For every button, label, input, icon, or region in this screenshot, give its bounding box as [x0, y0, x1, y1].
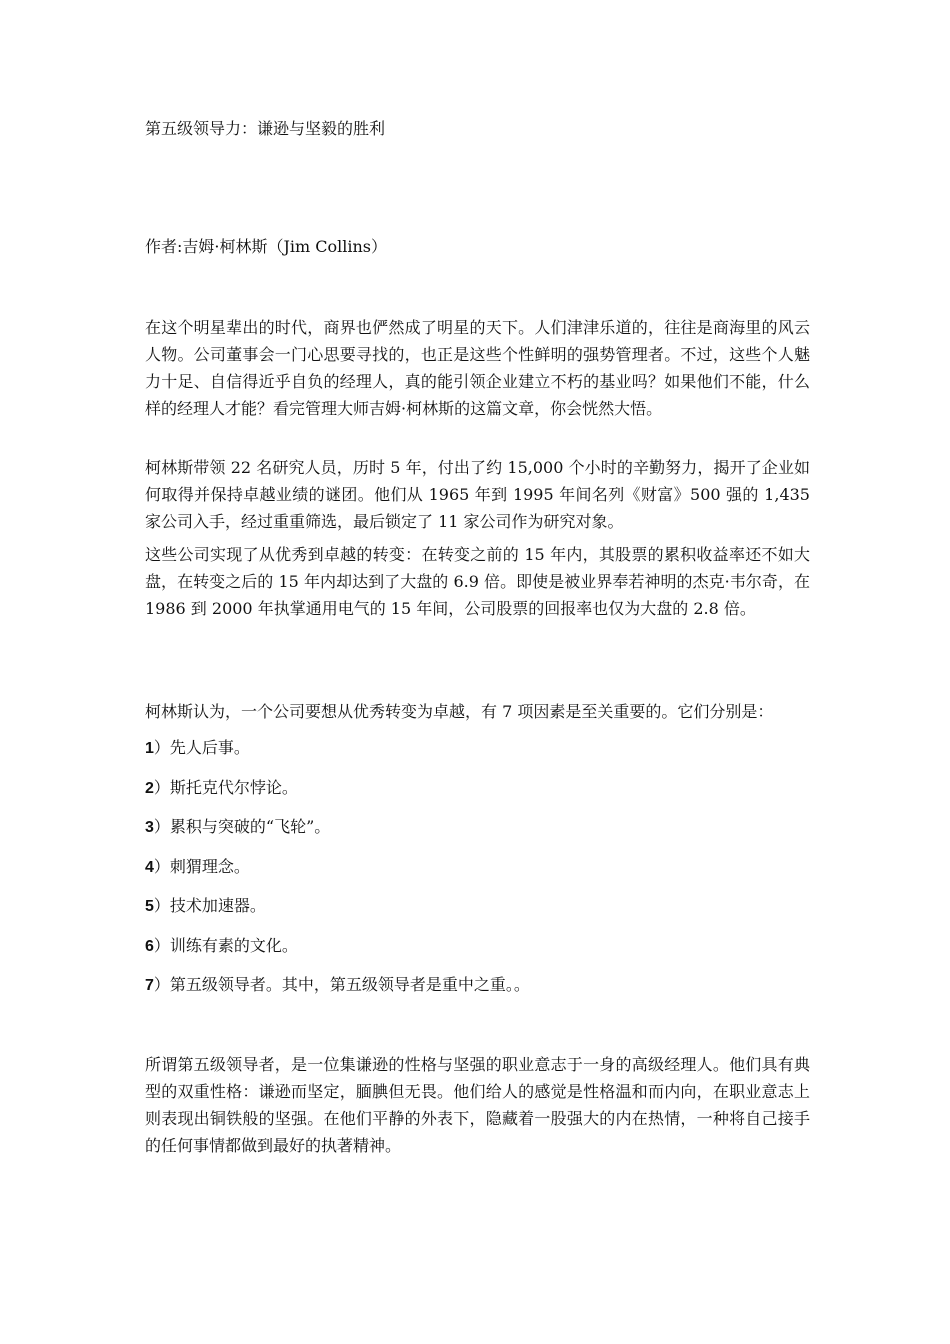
list-item-text: ）第五级领导者。其中，第五级领导者是重中之重。。: [153, 975, 530, 994]
list-item-number: 5: [145, 898, 154, 915]
paragraph-factors-intro: 柯林斯认为，一个公司要想从优秀转变为卓越，有 7 项因素是至关重要的。它们分别是：: [145, 702, 774, 721]
document-author: 作者:吉姆·柯林斯（Jim Collins）: [145, 237, 388, 256]
list-item-number: 6: [145, 938, 154, 955]
list-item: [145, 974, 530, 997]
list-item: [145, 935, 298, 958]
list-item-text: ）技术加速器。: [153, 896, 266, 915]
list-item-text: ）先人后事。: [153, 738, 250, 757]
list-item-number: 1: [145, 740, 154, 757]
list-item-text: ）训练有素的文化。: [153, 936, 298, 955]
list-item: [145, 777, 298, 800]
list-item-number: 3: [145, 819, 154, 836]
list-item-text: ）累积与突破的“飞轮”。: [153, 817, 331, 836]
document-title: 第五级领导力：谦逊与坚毅的胜利: [145, 119, 386, 138]
list-item-text: ）刺猬理念。: [153, 857, 250, 876]
list-item-number: 2: [145, 780, 154, 797]
paragraph-level-five-definition: 所谓第五级领导者，是一位集谦逊的性格与坚强的职业意志于一身的高级经理人。他们具有典型的双重性格：谦逊而坚定，腼腆但无畏。他们给人的感觉是性格温和而内向，在职业意志上则表现出铜铁般的坚强。在他们平静的外表下，隐藏着一股强大的内在热情，一种将自己接手的任何事情都做到最好的执著精神。: [145, 1055, 810, 1155]
list-item-number: 7: [145, 977, 154, 994]
paragraph-results: 这些公司实现了从优秀到卓越的转变：在转变之前的 15 年内，其股票的累积收益率还不如大盘，在转变之后的 15 年内却达到了大盘的 6.9 倍。即使是被业界奉若神明的杰克·韦尔奇，在 1986 到 2000 年执掌通用电气的 15 年间，公司股票的回报率也仅为大盘的 2.8 倍。: [145, 545, 810, 618]
list-item: [145, 816, 330, 839]
list-item: [145, 856, 250, 879]
list-item-number: 4: [145, 859, 154, 876]
paragraph-research: 柯林斯带领 22 名研究人员，历时 5 年，付出了约 15,000 个小时的辛勤努力，揭开了企业如何取得并保持卓越业绩的谜团。他们从 1965 年到 1995 年间名列《财富》500 强的 1,435 家公司入手，经过重重筛选，最后锁定了 11 家公司作为研究对象。: [145, 458, 810, 531]
list-item-text: ）斯托克代尔悖论。: [153, 778, 298, 797]
paragraph-intro: 在这个明星辈出的时代，商界也俨然成了明星的天下。人们津津乐道的，往往是商海里的风云人物。公司董事会一门心思要寻找的，也正是这些个性鲜明的强势管理者。不过，这些个人魅力十足、自信得近乎自负的经理人，真的能引领企业建立不朽的基业吗？如果他们不能，什么样的经理人才能？看完管理大师吉姆·柯林斯的这篇文章，你会恍然大悟。: [145, 318, 810, 418]
list-item: [145, 737, 250, 760]
list-item: [145, 895, 266, 918]
